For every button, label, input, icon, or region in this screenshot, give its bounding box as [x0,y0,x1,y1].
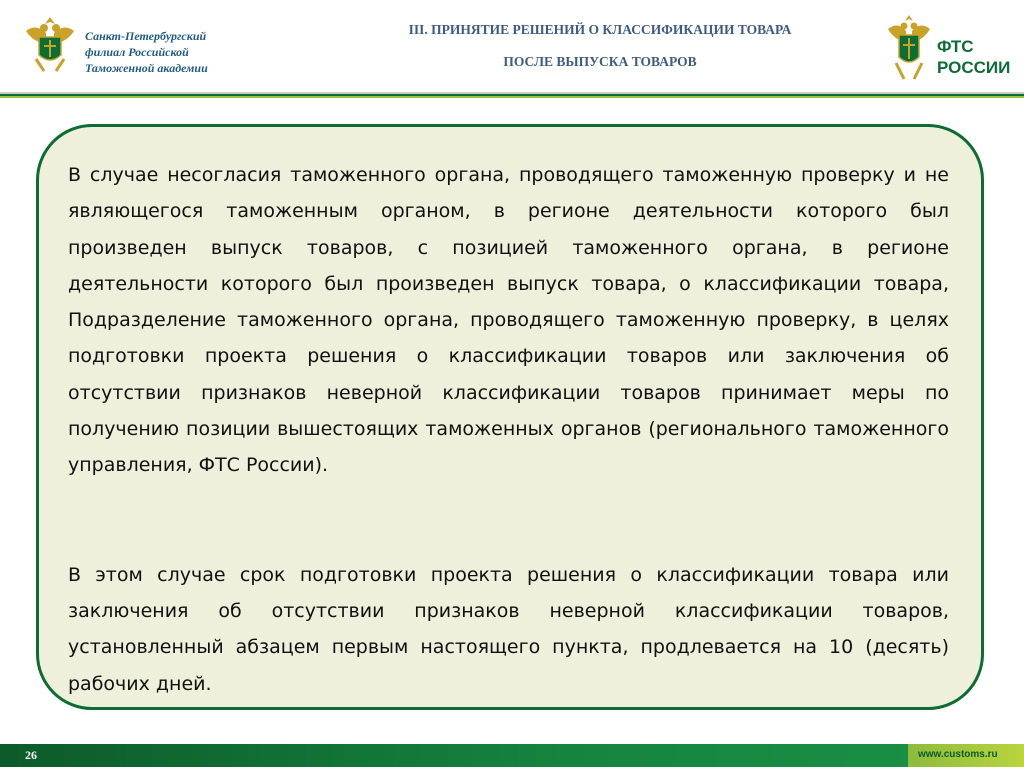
organization-name [85,28,255,76]
paragraph-gap [68,484,949,557]
fts-emblem-icon [886,13,932,83]
org-name-line: Таможенной академии [85,61,208,75]
org-name-line: Санкт-Петербургский [85,29,207,43]
page-number: 26 [25,748,37,762]
slide-title [330,14,870,78]
title-line: ПОСЛЕ ВЫПУСКА ТОВАРОВ [503,54,697,69]
fts-logo-line: РОССИИ [937,58,1011,77]
content-text [68,157,949,702]
fts-logo-text [937,36,1017,78]
paragraph: В случае несогласия таможенного органа, проводящего таможенную проверку и не являющегося таможенным органом, в регионе деятельности которого был произведен выпуск товаров, с позицией таможенного органа, в регионе деятельности которого был произведен выпуск товара, о классификации товара, Подразделение таможенного органа, проводящего таможенную проверку, в целях подготовки проекта решения о классификации товаров или заключения об отсутствии признаков неверной классификации товаров принимает меры по получению позиции вышестоящих таможенных органов (регионального таможенного управления, ФТС России). [68,164,949,477]
slide-footer [0,744,1024,767]
academy-emblem-icon [22,13,78,75]
fts-logo-line: ФТС [937,37,974,56]
paragraph: В этом случае срок подготовки проекта решения о классификации товара или заключения об отсутствии признаков неверной классификации товаров, установленный абзацем первым настоящего пункта, продлевается на 10 (десять) рабочих дней. [68,563,949,695]
org-name-line: филиал Российской [85,45,189,59]
header-divider [0,92,1024,98]
title-line: III. ПРИНЯТИЕ РЕШЕНИЙ О КЛАССИФИКАЦИИ ТОВАРА [408,22,792,37]
website-url: www.customs.ru [918,749,998,760]
